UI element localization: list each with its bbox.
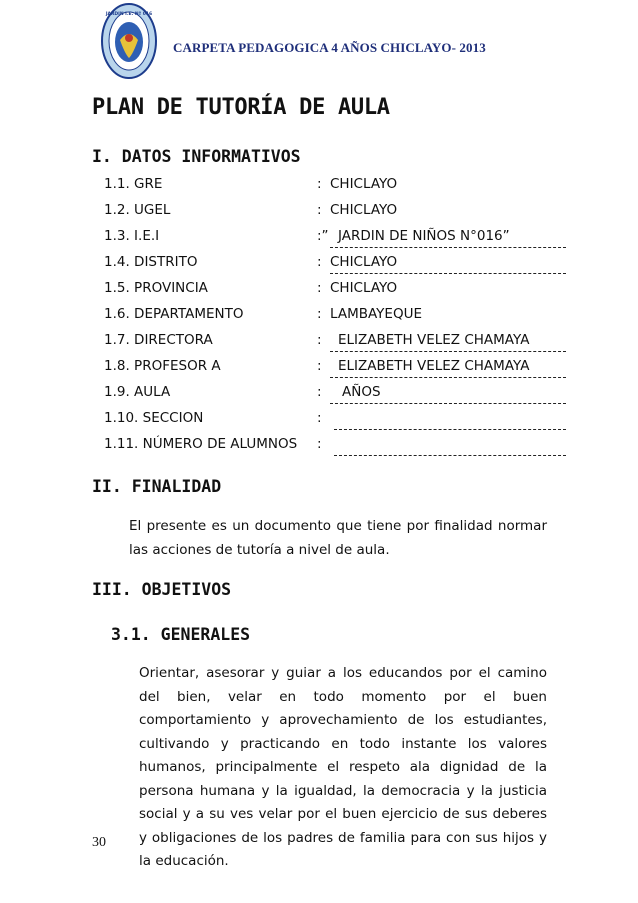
info-value: JARDIN DE NIÑOS N°016” <box>330 228 566 248</box>
info-colon: : <box>317 202 322 218</box>
info-colon: : <box>317 332 322 348</box>
info-label: 1.11. NÚMERO DE ALUMNOS <box>104 436 298 452</box>
info-value <box>334 436 566 456</box>
info-row-profesora <box>104 358 574 380</box>
section-heading-objetivos: III. OBJETIVOS <box>92 580 232 599</box>
info-row-provincia <box>104 280 574 302</box>
info-row-directora <box>104 332 574 354</box>
info-colon: :” <box>317 228 329 244</box>
page-number: 30 <box>92 835 106 850</box>
section-heading-datos: I. DATOS INFORMATIVOS <box>92 147 301 166</box>
info-row-iei <box>104 228 574 250</box>
info-label: 1.3. I.E.I <box>104 228 160 244</box>
school-logo <box>100 2 158 80</box>
info-row-numero-alumnos <box>104 436 574 458</box>
info-label: 1.9. AULA <box>104 384 171 400</box>
info-colon: : <box>317 254 322 270</box>
info-value: AÑOS <box>330 384 566 404</box>
info-row-seccion <box>104 410 574 432</box>
info-label: 1.4. DISTRITO <box>104 254 198 270</box>
generales-paragraph: Orientar, asesorar y guiar a los educandos por el camino del bien, velar en todo momento por el buen comportamiento y aprovechamiento de los estudiantes, cultivando y practicando en todo instante los valores humanos, principalmente el respeto ala dignidad de la persona humana y la igualdad, la democracia y la justicia social y a su ves velar por el buen ejercicio de sus deberes y obligaciones de los padres de familia para con sus hijos y la educación. <box>139 665 547 869</box>
info-value: CHICLAYO <box>330 254 566 274</box>
info-row-departamento <box>104 306 574 328</box>
info-row-gre <box>104 176 574 198</box>
info-colon: : <box>317 280 322 296</box>
info-value: CHICLAYO <box>330 280 398 296</box>
info-row-aula <box>104 384 574 406</box>
logo-text: JARDIN I.E. Nº 016 <box>105 12 153 17</box>
subsection-heading-generales: 3.1. GENERALES <box>111 625 251 644</box>
info-value <box>334 410 566 430</box>
info-label: 1.7. DIRECTORA <box>104 332 213 348</box>
info-label: 1.6. DEPARTAMENTO <box>104 306 244 322</box>
info-colon: : <box>317 306 322 322</box>
info-colon: : <box>317 176 322 192</box>
info-label: 1.5. PROVINCIA <box>104 280 208 296</box>
info-colon: : <box>317 436 322 452</box>
info-colon: : <box>317 358 322 374</box>
section-heading-finalidad: II. FINALIDAD <box>92 477 222 496</box>
info-value: CHICLAYO <box>330 202 398 218</box>
info-colon: : <box>317 384 322 400</box>
page-title: PLAN DE TUTORÍA DE AULA <box>92 95 390 120</box>
info-value: LAMBAYEQUE <box>330 306 422 322</box>
info-label: 1.8. PROFESOR A <box>104 358 221 374</box>
info-value: ELIZABETH VELEZ CHAMAYA <box>330 332 566 352</box>
header-title: CARPETA PEDAGOGICA 4 AÑOS CHICLAYO- 2013 <box>173 40 486 55</box>
info-row-distrito <box>104 254 574 276</box>
finalidad-paragraph: El presente es un documento que tiene por finalidad normar las acciones de tutoría a nivel de aula. <box>129 518 547 558</box>
info-label: 1.10. SECCION <box>104 410 204 426</box>
info-value: ELIZABETH VELEZ CHAMAYA <box>330 358 566 378</box>
info-label: 1.1. GRE <box>104 176 163 192</box>
info-value: CHICLAYO <box>330 176 398 192</box>
info-label: 1.2. UGEL <box>104 202 171 218</box>
info-colon: : <box>317 410 322 426</box>
info-row-ugel <box>104 202 574 224</box>
